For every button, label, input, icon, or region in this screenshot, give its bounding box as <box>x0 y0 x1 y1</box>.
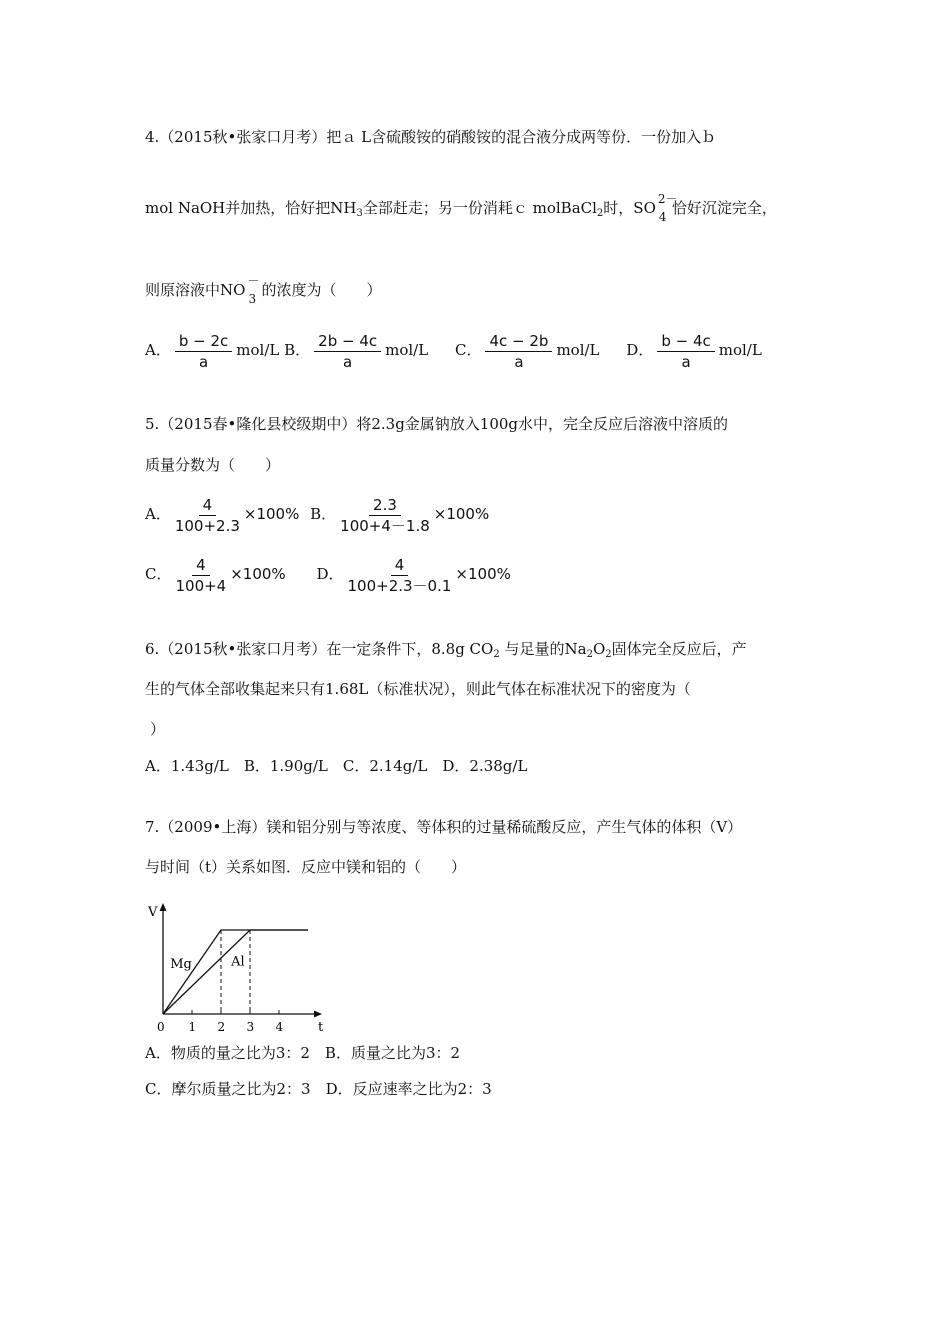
q6-line-1 <box>145 639 747 665</box>
unit: mol/L <box>236 341 280 359</box>
q7-line-1 <box>145 817 742 837</box>
option-label: C． <box>454 341 482 359</box>
q6-text-1g: 固体完全反应后，产 <box>611 640 747 658</box>
x-tick-label: 1 <box>188 1020 197 1034</box>
q4-text-3b: 的浓度为（ ） <box>261 281 382 299</box>
denominator: 100+2.3－0.1 <box>347 576 452 595</box>
x-tick-label: 0 <box>157 1020 165 1034</box>
series-label-al: Al <box>231 954 245 970</box>
q4-so4-charge: 2－ <box>657 192 678 206</box>
denominator: a <box>514 352 524 371</box>
option-label: D． <box>626 341 654 359</box>
denominator: a <box>343 352 353 371</box>
q7-answer-options-1: A．物质的量之比为3：2 B．质量之比为3：2 <box>145 1044 461 1062</box>
q4-so4-ion <box>656 192 678 224</box>
numerator: b − 4c <box>657 332 714 352</box>
numerator: b − 2c <box>175 332 232 352</box>
x-axis-arrow <box>314 1011 322 1018</box>
denominator: 100+4 <box>175 576 227 595</box>
numerator: 2b − 4c <box>314 332 381 352</box>
q4-no3-sub: 3 <box>248 292 257 306</box>
q6-text-1c: 与足量的Na <box>499 640 587 658</box>
option-label: C． <box>145 565 172 583</box>
q5-option-c <box>145 555 286 595</box>
q4-option-b <box>284 331 429 371</box>
q4-sub-nh3: 3 <box>356 208 363 219</box>
denominator: 100+4－1.8 <box>340 516 430 535</box>
unit: mol/L <box>556 341 600 359</box>
q7-answer-options-2: C．摩尔质量之比为2：3 D．反应速率之比为2：3 <box>145 1080 492 1098</box>
q7-text-2: 与时间（t）关系如图．反应中镁和铝的（ ） <box>145 858 467 876</box>
q4-options <box>145 326 762 374</box>
q4-so4-sub: 4 <box>658 210 667 224</box>
q6-text-1e: O <box>592 640 606 658</box>
q5-option-d <box>316 555 511 595</box>
q5-option-a <box>145 495 300 535</box>
percent-suffix: ×100% <box>433 505 490 523</box>
q5-line-1 <box>145 414 728 434</box>
q4-line-1 <box>145 127 716 147</box>
unit: mol/L <box>385 341 429 359</box>
percent-suffix: ×100% <box>230 565 286 583</box>
denominator: 100+2.3 <box>174 516 240 535</box>
q5-options-row-1 <box>145 490 489 538</box>
option-label: B． <box>310 505 337 523</box>
q6-answer-options: A．1.43g/L B．1.90g/L C．2.14g/L D．2.38g/L <box>145 757 528 775</box>
q6-sub-co2: 2 <box>493 649 500 660</box>
q7-text-1: 7.（2009•上海）镁和铝分别与等浓度、等体积的过量稀硫酸反应，产生气体的体积（V） <box>145 818 743 836</box>
q4-option-a <box>145 331 280 371</box>
x-tick-label: 2 <box>217 1020 226 1034</box>
x-tick-label: 3 <box>246 1020 255 1034</box>
q6-sub-na2: 2 <box>586 649 593 660</box>
fraction <box>175 556 226 595</box>
q6-text-2: 生的气体全部收集起来只有1.68L（标准状况），则此气体在标准状况下的密度为（ <box>145 680 691 698</box>
series-label-mg: Mg <box>170 957 192 973</box>
q4-sub-bacl2: 2 <box>596 208 604 219</box>
q6-sub-o2: 2 <box>605 649 612 660</box>
y-axis-arrow <box>160 903 167 911</box>
q4-line-2 <box>145 192 777 224</box>
numerator: 2.3 <box>369 496 401 516</box>
q6-line-2 <box>145 679 691 699</box>
q5-option-b <box>310 495 490 535</box>
q5-options-row-2 <box>145 550 511 598</box>
fraction <box>348 556 452 595</box>
unit: mol/L <box>718 341 762 359</box>
q4-line-3 <box>145 274 382 306</box>
q4-no3-charge: － <box>247 274 260 288</box>
q6-line-3 <box>150 719 165 739</box>
q7-answers-1 <box>145 1043 460 1063</box>
fraction <box>340 496 430 535</box>
volume-time-chart <box>143 897 323 1037</box>
fraction <box>175 496 240 535</box>
fraction <box>175 332 232 371</box>
option-label: A． <box>145 505 171 523</box>
numerator: 4c − 2b <box>485 332 552 352</box>
q4-no3-ion <box>245 274 261 306</box>
fraction <box>314 332 381 371</box>
percent-suffix: ×100% <box>455 565 511 583</box>
numerator: 4 <box>391 556 409 576</box>
q4-option-c <box>454 331 600 371</box>
q5-line-2 <box>145 455 280 475</box>
fraction <box>657 332 714 371</box>
q7-answers-2 <box>145 1079 492 1099</box>
percent-suffix: ×100% <box>243 505 300 523</box>
option-label: D． <box>316 565 344 583</box>
q6-text-3: ） <box>150 720 166 738</box>
q4-text-2c: 全部赶走；另一份消耗ｃ molBaCl <box>362 199 597 217</box>
q4-text-3a: 则原溶液中NO <box>145 281 246 299</box>
numerator: 4 <box>192 556 210 576</box>
denominator: a <box>681 352 691 371</box>
q4-text-2f: 恰好沉淀完全， <box>671 199 777 217</box>
q4-text-2a: mol NaOH并加热，恰好把NH <box>145 199 357 217</box>
denominator: a <box>198 352 209 371</box>
q4-text-1: 4.（2015秋•张家口月考）把ａ L含硫酸铵的硝酸铵的混合液分成两等份．一份加入ｂ <box>145 128 717 146</box>
option-label: A． <box>145 341 171 359</box>
x-tick-label: 4 <box>275 1020 284 1034</box>
fraction <box>485 332 552 371</box>
q6-text-1a: 6.（2015秋•张家口月考）在一定条件下，8.8g CO <box>145 640 494 658</box>
q4-option-d <box>626 331 762 371</box>
q7-line-2 <box>145 857 466 877</box>
option-label: B． <box>284 341 311 359</box>
q5-text-2: 质量分数为（ ） <box>145 456 281 474</box>
q6-answers <box>145 756 527 776</box>
y-axis-label: V <box>148 905 158 920</box>
numerator: 4 <box>199 496 217 516</box>
q5-text-1: 5.（2015春•隆化县校级期中）将2.3g金属钠放入100g水中，完全反应后溶液中溶质的 <box>145 415 729 433</box>
x-axis-label: t <box>318 1020 323 1035</box>
q4-text-2e: 时，SO <box>603 199 656 217</box>
